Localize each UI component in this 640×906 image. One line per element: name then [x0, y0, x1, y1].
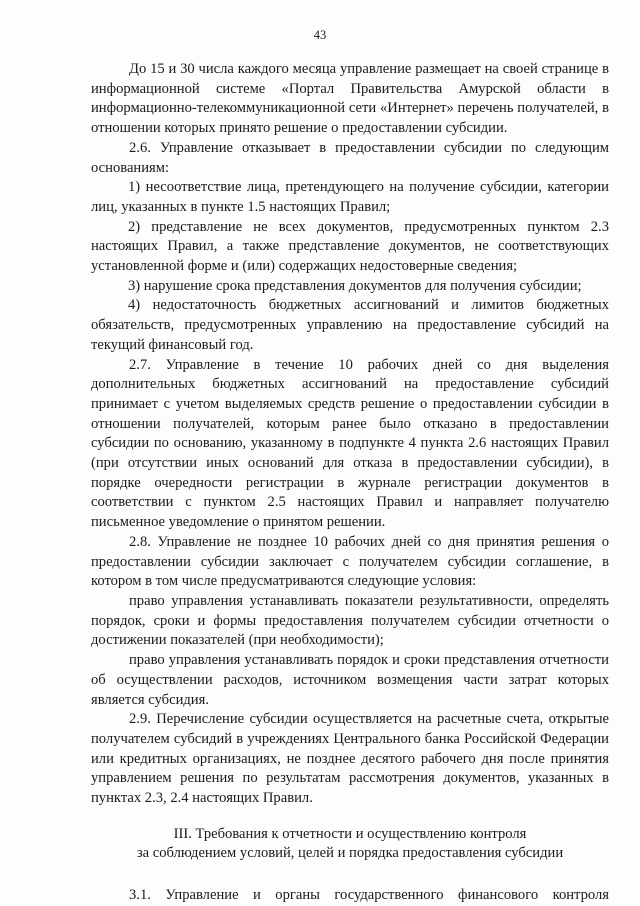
list-item-2-6-3: 3) нарушение срока представления документов для получения субсидии; [128, 277, 582, 294]
list-item-2-6-1: 1) несоответствие лица, претендующего на получение субсидии, категории лиц, указанных в пункте 1.5 настоящих Правил; [91, 179, 609, 215]
spacer [91, 864, 609, 886]
paragraph-2-8: 2.8. Управление не позднее 10 рабочих дней со дня принятия решения о предоставлении субсидии заключает с получателем субсидии соглашение, в котором в том числе предусматриваются следующие условия: [91, 533, 609, 590]
condition-item-1: право управления устанавливать показатели результативности, определять порядок, сроки и формы предоставления получателем субсидии отчетности о достижении показателей (при необходимости); [91, 592, 609, 649]
page-number: 43 [313, 28, 327, 42]
section-heading-line-2: за соблюдением условий, целей и порядка предоставления субсидии [136, 845, 564, 862]
spacer [91, 809, 609, 825]
condition-item-2: право управления устанавливать порядок и сроки представления отчетности об осуществлении расходов, источником возмещения части затрат которых является субсидия. [91, 652, 609, 708]
paragraph-publication: До 15 и 30 числа каждого месяца управление размещает на своей странице в информационной системе «Портал Правительства Амурской области в информационно-телекоммуникационной сети «Интернет» перечень получателей, в отношении которых принято решение о предоставлении субсидии. [91, 61, 609, 137]
section-heading-line-1: III. Требования к отчетности и осуществлению контроля [173, 825, 527, 842]
list-item-2-6-4: 4) недостаточность бюджетных ассигнований и лимитов бюджетных обязательств, предусмотренных управлению на предоставление субсидий на текущий финансовый год. [91, 297, 609, 353]
paragraph-2-6: 2.6. Управление отказывает в предоставлении субсидии по следующим основаниям: [91, 139, 609, 176]
paragraph-3-1: 3.1. Управление и органы государственного финансового контроля [129, 887, 609, 904]
paragraph-2-7: 2.7. Управление в течение 10 рабочих дней со дня выделения дополнительных бюджетных ассигнований на предоставление субсидий принимает с учетом выделяемых средств решение о предоставлении субсидии в отношении получателей, которым ранее было отказано в предоставлении субсидии по основанию, указанному в подпункте 4 пункта 2.6 настоящих Правил (при отсутствии иных оснований для отказа в предоставлении субсидии), в порядке очередности регистрации в журнале регистрации документов в соответствии с пунктом 2.5 настоящих Правил и направляет получателю письменное уведомление о принятом решении. [91, 356, 609, 531]
document-body [91, 60, 609, 906]
list-item-2-6-2: 2) представление не всех документов, предусмотренных пунктом 2.3 настоящих Правил, а также представление документов, не соответствующих установленной форме и (или) содержащих недостоверные сведения; [91, 218, 609, 275]
paragraph-2-9: 2.9. Перечисление субсидии осуществляется на расчетные счета, открытые получателем субсидий в учреждениях Центрального банка Российской Федерации или кредитных организациях, не позднее десятого рабочего дня после принятия управлением решения по результатам рассмотрения документов, указанных в пунктах 2.3, 2.4 настоящих Правил. [91, 711, 609, 807]
